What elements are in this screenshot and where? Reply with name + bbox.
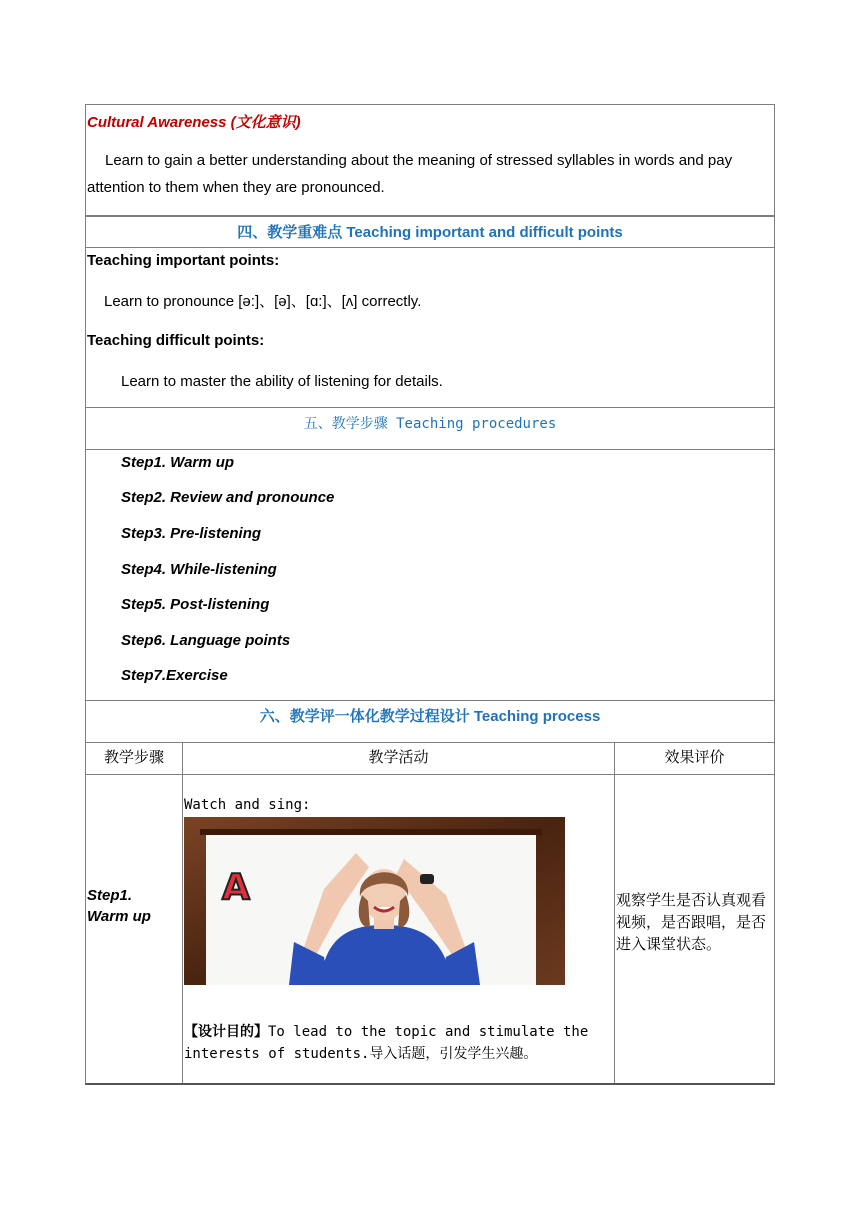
- row-evaluation-cell: [615, 775, 774, 1083]
- process-table-row: [85, 775, 775, 1085]
- header-evaluation: 效果评价: [664, 749, 725, 766]
- row-activity-cell: [183, 775, 615, 1083]
- activity-intro: Watch and sing:: [184, 797, 311, 813]
- step-item: Step3. Pre-listening: [121, 525, 262, 542]
- document-page: [85, 104, 775, 1085]
- cultural-awareness-text: Learn to gain a better understanding about the meaning of stressed syllables in words and pay attention to them when they are pronounced.: [87, 152, 733, 196]
- teaching-points-cell: [85, 248, 775, 408]
- difficult-points-text: Learn to master the ability of listening for details.: [121, 373, 443, 390]
- cultural-awareness-cell: [85, 104, 775, 216]
- row-step-label: Step1. Warm up: [87, 887, 151, 925]
- step-item: Step2. Review and pronounce: [121, 489, 335, 506]
- process-table-header: [85, 743, 775, 775]
- row-step-cell: [86, 775, 183, 1083]
- important-points-text: Learn to pronounce [ə:]、[ə]、[ɑ:]、[ʌ] correctly.: [104, 293, 422, 310]
- section6-title: 六、教学评一体化教学过程设计 Teaching process: [85, 701, 775, 743]
- header-step: 教学步骤: [86, 743, 183, 774]
- step-item: Step6. Language points: [121, 632, 291, 649]
- important-points-label: Teaching important points:: [87, 252, 280, 269]
- design-purpose-label: 【设计目的】: [184, 1024, 268, 1040]
- header-activity: 教学活动: [183, 743, 615, 774]
- step-item: Step7.Exercise: [121, 667, 228, 684]
- cultural-awareness-heading: Cultural Awareness (文化意识): [87, 114, 301, 131]
- step-item: Step1. Warm up: [121, 454, 235, 471]
- step-item: Step4. While-listening: [121, 561, 277, 578]
- section5-title: 五、教学步骤 Teaching procedures: [85, 408, 775, 450]
- letter-a-graphic: A: [222, 867, 250, 908]
- procedure-steps-cell: [85, 450, 775, 701]
- design-purpose: [184, 1021, 614, 1065]
- difficult-points-label: Teaching difficult points:: [87, 332, 265, 349]
- evaluation-text: 观察学生是否认真观看视频，是否跟唱，是否进入课堂状态。: [616, 891, 767, 953]
- warm-up-video-thumbnail[interactable]: [184, 817, 565, 985]
- design-purpose-text: To lead to the topic and stimulate the interests of students.导入话题，引发学生兴趣。: [184, 1024, 589, 1062]
- step-item: Step5. Post-listening: [121, 596, 270, 613]
- section4-title: 四、教学重难点 Teaching important and difficult points: [85, 216, 775, 248]
